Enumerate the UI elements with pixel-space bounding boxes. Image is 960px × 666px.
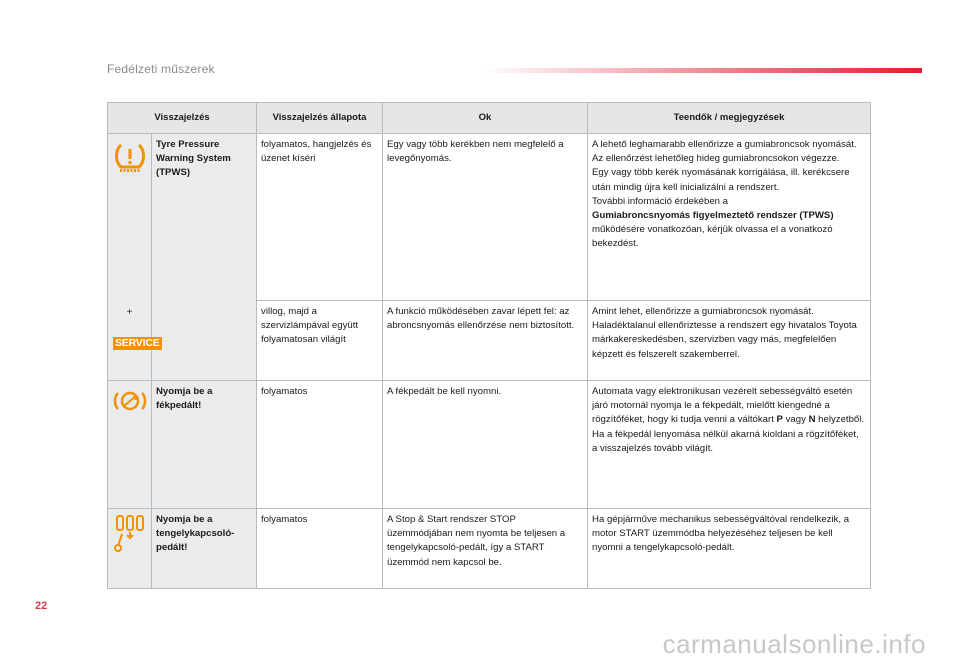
indicator-cause: A Stop & Start rendszer STOP üzemmódjában nem nyomta be teljesen a tengelykapcsoló-pedált, így a START üzemmód nem kapcsol be. bbox=[383, 509, 588, 589]
action-text: vagy bbox=[785, 414, 806, 426]
indicator-name: Nyomja be a fékpedált! bbox=[152, 381, 257, 509]
action-text: Ha a fékpedál lenyomása nélkül akarná kioldani a rögzítőféket, a visszajelzés tovább világít. bbox=[592, 428, 859, 454]
clutch-pedal-icon bbox=[110, 512, 150, 552]
indicator-icon-cell bbox=[108, 509, 152, 589]
tyre-pressure-warning-icon bbox=[113, 140, 147, 174]
indicator-cause: A funkció működésében zavar lépett fel: az abroncsnyomás ellenőrzése nem biztosított. bbox=[383, 301, 588, 381]
indicator-state: folyamatos bbox=[257, 509, 383, 589]
gear-n: N bbox=[808, 414, 816, 426]
indicator-state: villog, majd a szervizlámpával együtt folyamatosan világít bbox=[257, 301, 383, 381]
column-header: Visszajelzés bbox=[108, 103, 257, 134]
table-row bbox=[108, 134, 871, 301]
indicator-action: Ha gépjárműve mechanikus sebességváltóval rendelkezik, a motor START üzemmódba helyezéséhez teljesen be kell nyomni a tengelykapcsoló-pedált. bbox=[588, 509, 871, 589]
watermark: carmanualsonline.info bbox=[662, 629, 926, 659]
indicator-name: Nyomja be a tengelykapcsoló-pedált! bbox=[152, 509, 257, 589]
indicator-icon-cell bbox=[108, 381, 152, 509]
indicator-name: Tyre Pressure Warning System (TPWS) bbox=[152, 134, 257, 381]
column-header: Ok bbox=[383, 103, 588, 134]
action-text: További információ érdekében a bbox=[592, 195, 729, 207]
action-bold-text: Gumiabroncsnyomás figyelmeztető rendszer (TPWS) bbox=[592, 210, 834, 222]
brake-pedal-icon bbox=[112, 387, 148, 415]
column-header: Teendők / megjegyzések bbox=[588, 103, 871, 134]
indicator-state: folyamatos, hangjelzés és üzenet kíséri bbox=[257, 134, 383, 301]
table-row bbox=[108, 509, 871, 589]
indicator-action: Amint lehet, ellenőrizze a gumiabroncsok nyomását. Haladéktalanul ellenőriztesse a rendszert egy hivatalos Toyota márkakereskedésben, szervizben vagy más, megfelelően képzett és felszerelt szakemberrel. bbox=[588, 301, 871, 381]
action-text: Automata vagy elektronikusan vezérelt sebességváltó esetén járó motornál nyomja le a fékpedált, mielőtt kiengedné a rögzítőféket, hogy ki tudja venni a váltókart bbox=[592, 386, 853, 426]
plus-sign: + bbox=[126, 307, 133, 318]
indicator-icon-cell bbox=[108, 134, 160, 381]
indicator-state: folyamatos bbox=[257, 381, 383, 509]
service-icon: SERVICE bbox=[115, 337, 160, 349]
table-header-row bbox=[108, 103, 871, 134]
indicator-cause: A fékpedált be kell nyomni. bbox=[383, 381, 588, 509]
indicator-action bbox=[588, 381, 871, 509]
section-title: Fedélzeti műszerek bbox=[107, 62, 215, 76]
warning-lights-table bbox=[107, 102, 871, 589]
indicator-action bbox=[588, 134, 871, 301]
header-accent-bar bbox=[480, 68, 922, 73]
action-text: Egy vagy több kerék nyomásának korrigálása, ill. kerékcsere után mindig újra kell inicializálni a rendszert. bbox=[592, 167, 850, 193]
table-row bbox=[108, 381, 871, 509]
gear-p: P bbox=[776, 414, 783, 426]
action-text: helyzetből. bbox=[818, 414, 865, 426]
action-text: A lehető leghamarabb ellenőrizze a gumiabroncsok nyomását. bbox=[592, 139, 857, 150]
page-number: 22 bbox=[35, 600, 48, 612]
column-header: Visszajelzés állapota bbox=[257, 103, 383, 134]
indicator-cause: Egy vagy több kerékben nem megfelelő a levegőnyomás. bbox=[383, 134, 588, 301]
action-text: Az ellenőrzést lehetőleg hideg gumiabroncsokon végezze. bbox=[592, 153, 840, 165]
action-text: működésére vonatkozóan, kérjük olvassa el a vonatkozó bekezdést. bbox=[592, 224, 833, 250]
